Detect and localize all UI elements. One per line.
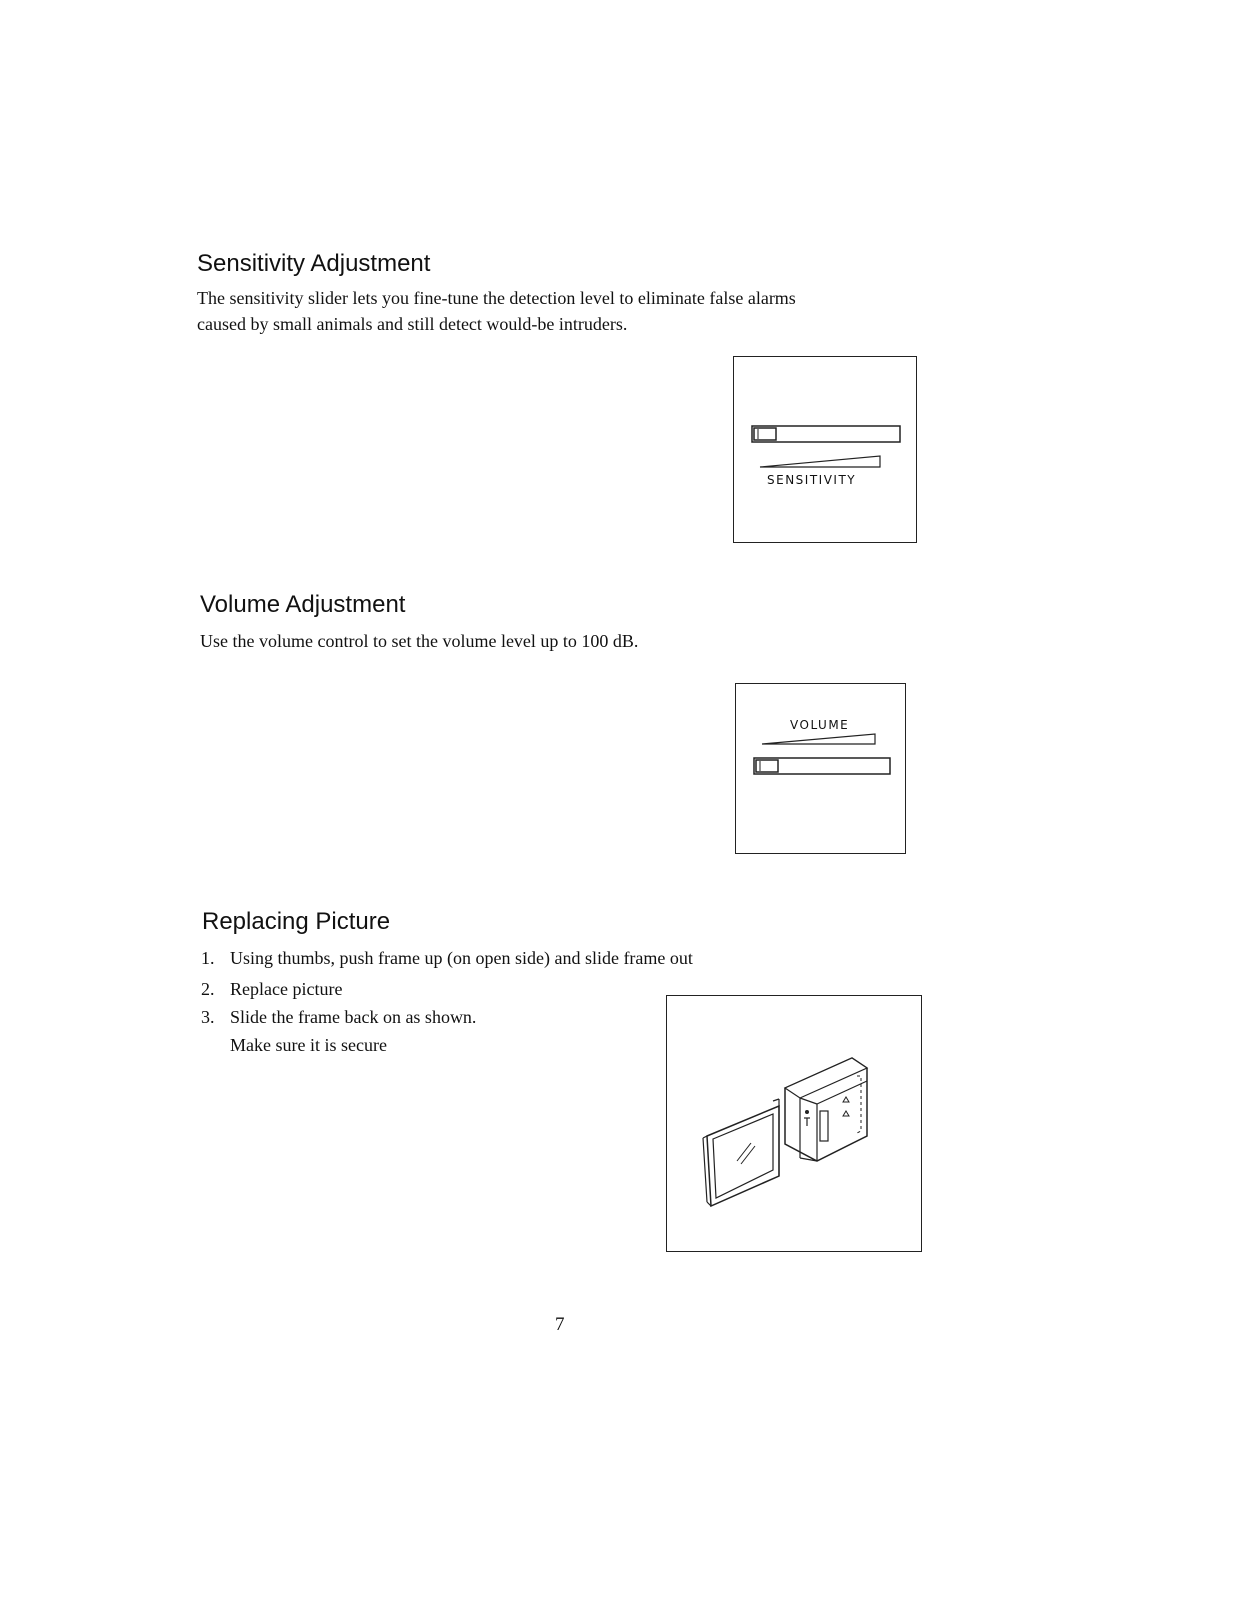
- list-item: [201, 946, 761, 970]
- list-item-continuation: [201, 1033, 601, 1057]
- list-item-number: 1.: [201, 948, 215, 968]
- list-item: [201, 1005, 601, 1029]
- frame-replacement-illustration: [666, 995, 922, 1252]
- volume-slider-knob: [756, 760, 778, 772]
- sensitivity-slider-knob: [754, 428, 776, 440]
- list-item-text: Slide the frame back on as shown.: [230, 1007, 477, 1027]
- volume-ramp-icon: [762, 734, 875, 744]
- sensitivity-body-line-2: caused by small animals and still detect would-be intruders.: [197, 314, 628, 334]
- replacing-heading: Replacing Picture: [202, 908, 391, 935]
- list-item-number: 3.: [201, 1007, 215, 1027]
- page-number: 7: [555, 1314, 565, 1335]
- list-item: [201, 977, 601, 1001]
- sensitivity-ramp-icon: [760, 456, 880, 467]
- volume-control-figure: [735, 683, 906, 854]
- list-item-number: 2.: [201, 979, 215, 999]
- sensitivity-slider-figure: [733, 356, 917, 543]
- list-item-text: Using thumbs, push frame up (on open side) and slide frame out: [230, 948, 693, 968]
- volume-heading: Volume Adjustment: [200, 591, 406, 618]
- volume-body: Use the volume control to set the volume level up to 100 dB.: [200, 631, 639, 651]
- list-item-text: Replace picture: [230, 979, 343, 999]
- list-item-text: Make sure it is secure: [230, 1035, 387, 1055]
- sensitivity-heading: Sensitivity Adjustment: [197, 250, 431, 277]
- sensitivity-body-line-1: The sensitivity slider lets you fine-tune the detection level to eliminate false alarms: [197, 288, 796, 308]
- sensitivity-figure-label: SENSITIVITY: [767, 473, 857, 487]
- volume-figure-label: VOLUME: [790, 718, 850, 732]
- picture-frame-illustration: [667, 996, 923, 1253]
